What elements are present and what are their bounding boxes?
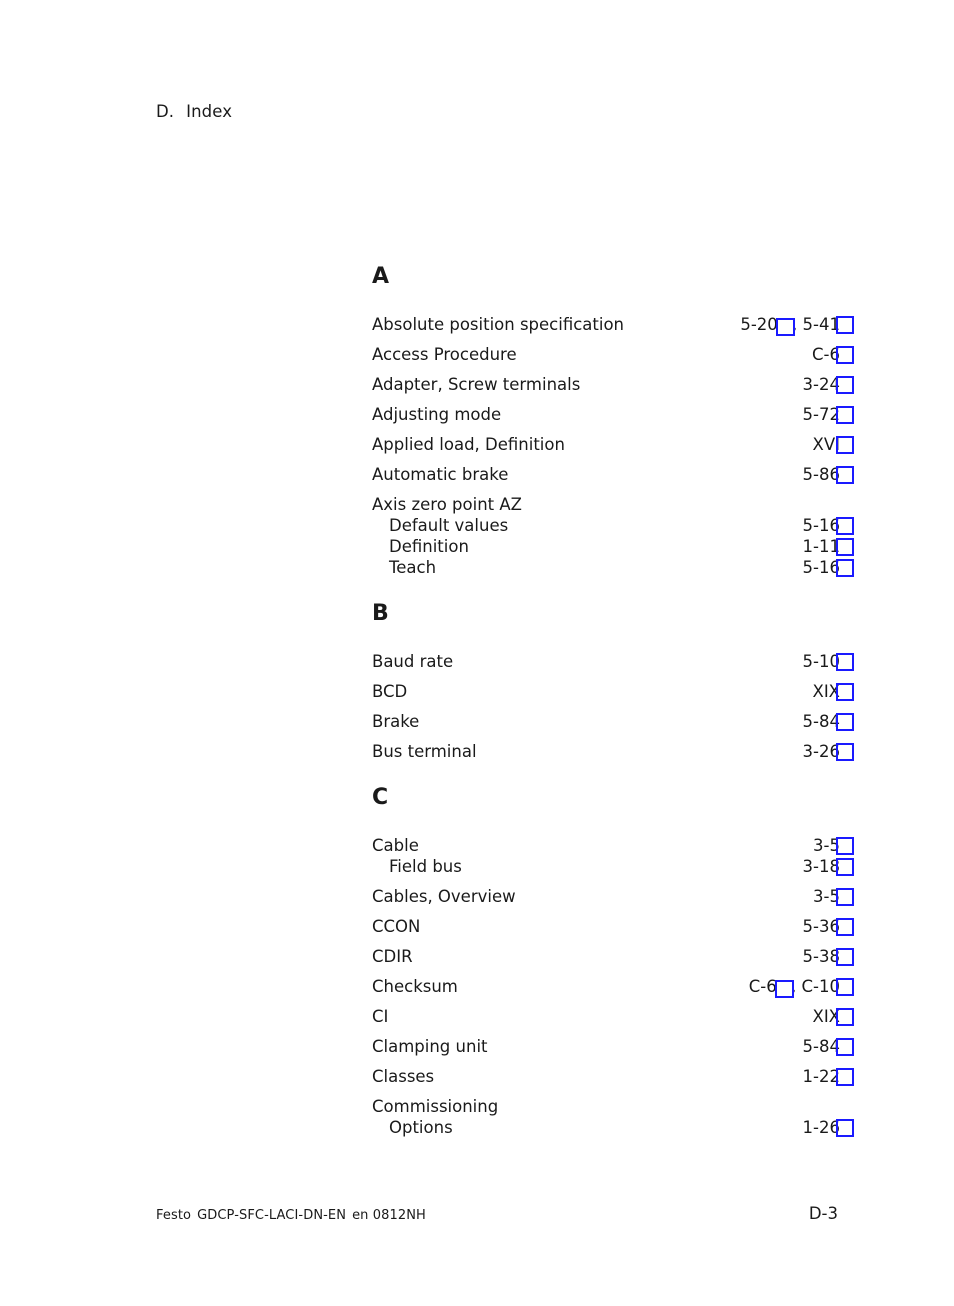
header-title: Index xyxy=(186,102,233,121)
link-box[interactable] xyxy=(836,406,854,424)
section-letter: A xyxy=(372,264,390,289)
index-entry xyxy=(372,494,854,578)
index-entry xyxy=(372,886,854,907)
page-references xyxy=(749,976,854,997)
page-link[interactable]: C-6 xyxy=(812,345,840,364)
index-term: Automatic brake xyxy=(372,465,509,484)
index-term: Cables, Overview xyxy=(372,887,516,906)
link-box[interactable] xyxy=(836,376,854,394)
link-box[interactable] xyxy=(836,346,854,364)
footer-page-number: D-3 xyxy=(808,1204,838,1223)
index-subentry-row xyxy=(372,536,854,557)
link-box[interactable] xyxy=(836,837,854,855)
link-box[interactable] xyxy=(836,1119,854,1137)
index-entry xyxy=(372,651,854,672)
page-link[interactable]: 5-84 xyxy=(802,712,840,731)
page-link[interactable]: 5-16 xyxy=(802,558,840,577)
index-entry xyxy=(372,741,854,762)
index-entry xyxy=(372,946,854,967)
index-entry xyxy=(372,1006,854,1027)
page-references xyxy=(803,946,854,967)
index-entry-row xyxy=(372,464,854,485)
page-references xyxy=(803,1036,854,1057)
page-link[interactable]: 5-20 xyxy=(740,315,778,334)
page-link[interactable]: 5-72 xyxy=(802,405,840,424)
index-entry xyxy=(372,976,854,997)
page-link[interactable]: 5-86 xyxy=(802,465,840,484)
page-references xyxy=(812,344,854,365)
index-entry-row xyxy=(372,1036,854,1057)
page-references xyxy=(803,651,854,672)
index-entry-row xyxy=(372,946,854,967)
link-box[interactable] xyxy=(836,559,854,577)
index-term: Teach xyxy=(389,558,437,577)
index-entry xyxy=(372,434,854,455)
page-header xyxy=(156,102,232,121)
page-separator: , xyxy=(785,977,802,996)
page-link[interactable]: 1-22 xyxy=(802,1067,840,1086)
page-references xyxy=(813,681,854,702)
footer-edition: en 0812NH xyxy=(352,1208,426,1223)
index-subentry-row xyxy=(372,515,854,536)
page-link[interactable]: 3-26 xyxy=(802,742,840,761)
page-references xyxy=(803,856,854,877)
link-box[interactable] xyxy=(836,713,854,731)
page-separator: , xyxy=(786,315,803,334)
index-entry xyxy=(372,711,854,732)
entry-list xyxy=(372,835,854,1138)
index-entry-row xyxy=(372,886,854,907)
link-box[interactable] xyxy=(836,1068,854,1086)
index-term: Bus terminal xyxy=(372,742,477,761)
link-box[interactable] xyxy=(836,683,854,701)
index-term: Access Procedure xyxy=(372,345,517,364)
index-term: Definition xyxy=(389,537,469,556)
index-entry xyxy=(372,464,854,485)
index-term: Cable xyxy=(372,836,419,855)
page-references xyxy=(803,1117,854,1138)
link-box[interactable] xyxy=(836,1008,854,1026)
index-entry-row xyxy=(372,314,854,335)
link-box[interactable] xyxy=(836,316,854,334)
index-entry xyxy=(372,314,854,335)
page-link[interactable]: 3-24 xyxy=(802,375,840,394)
page-link[interactable]: XVI xyxy=(812,435,840,454)
index-entry-row xyxy=(372,1096,854,1117)
entry-list xyxy=(372,651,854,762)
index-term: Axis zero point AZ xyxy=(372,495,522,514)
link-box[interactable] xyxy=(836,918,854,936)
footer-brand: Festo xyxy=(156,1208,192,1223)
page-references xyxy=(813,835,854,856)
link-box[interactable] xyxy=(836,517,854,535)
page-references xyxy=(803,464,854,485)
index-entry-row xyxy=(372,434,854,455)
page-references xyxy=(803,711,854,732)
page-references xyxy=(803,1066,854,1087)
index-term: BCD xyxy=(372,682,408,701)
index-list xyxy=(372,262,854,1159)
page-references xyxy=(803,916,854,937)
index-section-a xyxy=(372,262,854,578)
link-box[interactable] xyxy=(836,1038,854,1056)
index-section-c xyxy=(372,783,854,1138)
page-references xyxy=(813,1006,854,1027)
index-term: Field bus xyxy=(389,857,462,876)
page-link[interactable]: 5-10 xyxy=(802,652,840,671)
link-box[interactable] xyxy=(836,888,854,906)
index-term: Classes xyxy=(372,1067,435,1086)
page-references xyxy=(803,741,854,762)
entry-list xyxy=(372,314,854,578)
index-entry xyxy=(372,1096,854,1138)
page-link[interactable]: C-10 xyxy=(801,977,840,996)
page-link[interactable]: 5-36 xyxy=(802,917,840,936)
page-link[interactable]: 5-41 xyxy=(802,315,840,334)
index-entry-row xyxy=(372,681,854,702)
index-entry-row xyxy=(372,916,854,937)
page-link[interactable]: 5-38 xyxy=(802,947,840,966)
index-entry-row xyxy=(372,1006,854,1027)
index-term: Options xyxy=(389,1118,453,1137)
index-section-b xyxy=(372,599,854,762)
page-link[interactable]: 3-18 xyxy=(802,857,840,876)
page-link[interactable]: 3-5 xyxy=(813,836,840,855)
index-entry-row xyxy=(372,741,854,762)
index-term: Brake xyxy=(372,712,420,731)
index-entry xyxy=(372,835,854,877)
index-term: Default values xyxy=(389,516,509,535)
index-term: Applied load, Definition xyxy=(372,435,565,454)
link-box[interactable] xyxy=(775,980,794,998)
page-link[interactable]: 5-84 xyxy=(802,1037,840,1056)
section-letter: C xyxy=(372,785,389,810)
index-subentry-row xyxy=(372,557,854,578)
section-letter: B xyxy=(372,601,389,626)
index-entry-row xyxy=(372,711,854,732)
link-box[interactable] xyxy=(836,743,854,761)
link-box[interactable] xyxy=(836,858,854,876)
page-link[interactable]: C-6 xyxy=(748,977,777,996)
link-box[interactable] xyxy=(836,538,854,556)
link-box[interactable] xyxy=(836,653,854,671)
page-link[interactable]: 3-5 xyxy=(813,887,840,906)
index-term: CI xyxy=(372,1007,389,1026)
page-references xyxy=(813,434,854,455)
index-entry-row xyxy=(372,1066,854,1087)
page-references xyxy=(803,557,854,578)
index-entry-row xyxy=(372,976,854,997)
page-references xyxy=(813,886,854,907)
page-link[interactable]: XIX xyxy=(812,682,840,701)
index-term: Commissioning xyxy=(372,1097,499,1116)
index-entry-row xyxy=(372,374,854,395)
index-subentry-row xyxy=(372,856,854,877)
page-references xyxy=(740,314,854,335)
index-subentry-row xyxy=(372,1117,854,1138)
footer-doc-id: GDCP-SFC-LACI-DN-EN xyxy=(197,1208,347,1223)
page-references xyxy=(803,374,854,395)
index-term: Clamping unit xyxy=(372,1037,488,1056)
index-term: Baud rate xyxy=(372,652,454,671)
index-term: Adapter, Screw terminals xyxy=(372,375,581,394)
index-entry xyxy=(372,344,854,365)
index-term: Checksum xyxy=(372,977,458,996)
link-box[interactable] xyxy=(836,948,854,966)
link-box[interactable] xyxy=(836,978,854,996)
link-box[interactable] xyxy=(836,466,854,484)
page-link[interactable]: 5-16 xyxy=(802,516,840,535)
page-references xyxy=(803,536,854,557)
index-entry-row xyxy=(372,651,854,672)
index-entry xyxy=(372,404,854,425)
index-entry-row xyxy=(372,344,854,365)
index-term: CCON xyxy=(372,917,421,936)
index-term: Adjusting mode xyxy=(372,405,502,424)
page-link[interactable]: 1-26 xyxy=(802,1118,840,1137)
index-entry xyxy=(372,1036,854,1057)
link-box[interactable] xyxy=(836,436,854,454)
page-references xyxy=(803,515,854,536)
index-entry xyxy=(372,681,854,702)
index-entry xyxy=(372,916,854,937)
footer-document-info xyxy=(156,1208,432,1223)
page-link[interactable]: XIX xyxy=(812,1007,840,1026)
page-link[interactable]: 1-11 xyxy=(802,537,840,556)
index-entry-row xyxy=(372,404,854,425)
index-entry-row xyxy=(372,494,854,515)
index-entry xyxy=(372,374,854,395)
index-term: CDIR xyxy=(372,947,413,966)
index-entry-row xyxy=(372,835,854,856)
index-entry xyxy=(372,1066,854,1087)
index-term: Absolute position specification xyxy=(372,315,625,334)
link-box[interactable] xyxy=(776,318,795,336)
header-section: D. xyxy=(156,102,175,121)
page-references xyxy=(803,404,854,425)
